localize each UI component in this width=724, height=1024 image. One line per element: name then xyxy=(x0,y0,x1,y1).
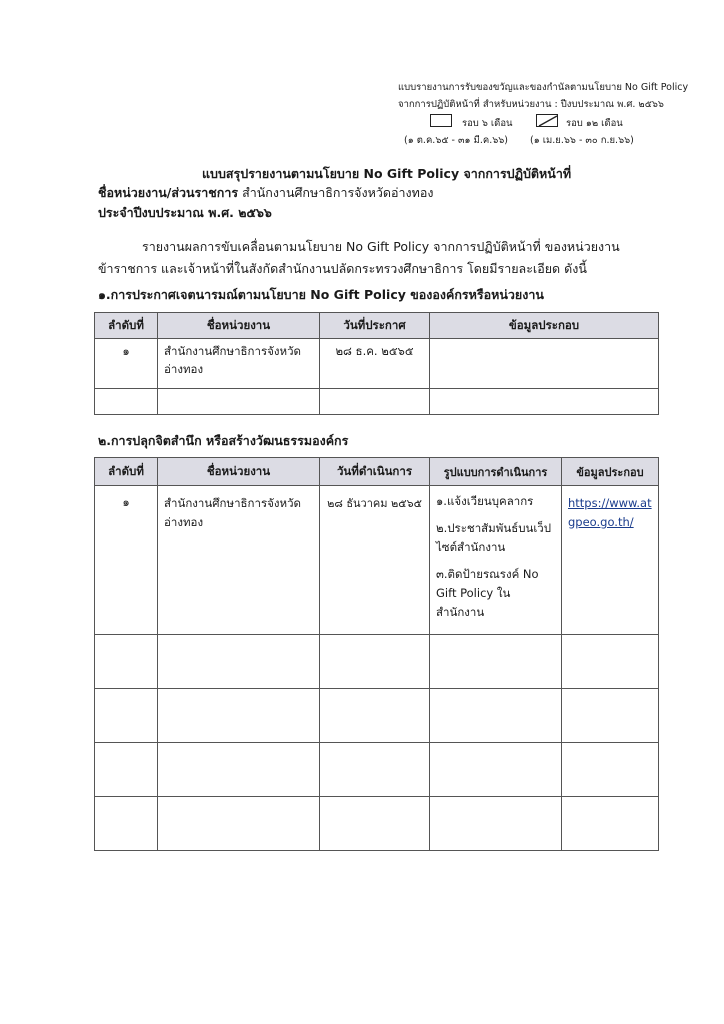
empty-cell xyxy=(95,743,158,797)
section1-heading: ๑.การประกาศเจตนารมณ์ตามนโยบาย No Gift Policy ขององค์กรหรือหน่วยงาน xyxy=(98,287,544,302)
col-no: ลำดับที่ xyxy=(95,313,158,339)
empty-cell xyxy=(320,743,430,797)
row-methods xyxy=(430,486,562,635)
table-header-row xyxy=(95,313,659,339)
empty-cell xyxy=(562,635,659,689)
col-no: ลำดับที่ xyxy=(95,458,158,486)
table-row xyxy=(95,389,659,415)
table-row xyxy=(95,743,659,797)
report-form-title: แบบรายงานการรับของขวัญและของกำนัลตามนโยบาย No Gift Policy xyxy=(398,82,689,93)
agency-label: ชื่อหน่วยงาน/ส่วนราชการ xyxy=(98,185,239,200)
row-no: ๑ xyxy=(95,486,158,635)
section2-table xyxy=(94,457,659,851)
col-agency: ชื่อหน่วยงาน xyxy=(158,313,320,339)
option-12-month-checkbox[interactable] xyxy=(536,114,558,127)
option-6-month-range: (๑ ต.ค.๖๕ - ๓๑ มี.ค.๖๖) xyxy=(404,135,508,146)
row-info xyxy=(430,339,659,389)
table-row xyxy=(95,689,659,743)
agency-row xyxy=(98,183,433,203)
empty-cell xyxy=(320,797,430,851)
section2-heading: ๒.การปลุกจิตสำนึก หรือสร้างวัฒนธรรมองค์กร xyxy=(98,433,349,448)
intro-line-1: รายงานผลการขับเคลื่อนตามนโยบาย No Gift Policy จากการปฏิบัติหน้าที่ ของหน่วยงาน xyxy=(142,239,620,254)
empty-cell xyxy=(430,689,562,743)
empty-cell xyxy=(95,689,158,743)
col-method: รูปแบบการดำเนินการ xyxy=(430,458,562,486)
table-row xyxy=(95,797,659,851)
website-link[interactable]: https://www.atgpeo.go.th/ xyxy=(568,496,652,529)
empty-cell xyxy=(562,797,659,851)
empty-cell xyxy=(562,689,659,743)
agency-value: สำนักงานศึกษาธิการจังหวัดอ่างทอง xyxy=(242,185,434,200)
option-12-month-label: รอบ ๑๒ เดือน xyxy=(566,118,623,129)
col-agency: ชื่อหน่วยงาน xyxy=(158,458,320,486)
empty-cell xyxy=(158,689,320,743)
method-item: ๓.ติดป้ายรณรงค์ No Gift Policy ในสำนักงาน xyxy=(436,567,539,619)
method-item: ๒.ประชาสัมพันธ์บนเว็ปไซต์สำนักงาน xyxy=(436,521,552,554)
section1-table xyxy=(94,312,659,415)
page-title: แบบสรุปรายงานตามนโยบาย No Gift Policy จากการปฏิบัติหน้าที่ xyxy=(202,166,572,181)
empty-cell xyxy=(430,797,562,851)
empty-cell xyxy=(158,797,320,851)
empty-cell xyxy=(158,635,320,689)
empty-cell xyxy=(320,389,430,415)
row-agency: สำนักงานศึกษาธิการจังหวัดอ่างทอง xyxy=(158,339,320,389)
empty-cell xyxy=(158,743,320,797)
col-info: ข้อมูลประกอบ xyxy=(430,313,659,339)
table-row xyxy=(95,635,659,689)
empty-cell xyxy=(95,797,158,851)
empty-cell xyxy=(320,689,430,743)
empty-cell xyxy=(95,635,158,689)
table-header-row xyxy=(95,458,659,486)
table-row xyxy=(95,486,659,635)
table-row xyxy=(95,339,659,389)
option-12-month-range: (๑ เม.ย.๖๖ - ๓๐ ก.ย.๖๖) xyxy=(530,135,634,146)
fiscal-year: ประจำปีงบประมาณ พ.ศ. ๒๕๖๖ xyxy=(98,205,272,220)
report-form-subtitle: จากการปฏิบัติหน้าที่ สำหรับหน่วยงาน : ปีงบประมาณ พ.ศ. ๒๕๖๖ xyxy=(398,99,664,110)
col-date: วันที่ดำเนินการ xyxy=(320,458,430,486)
row-no: ๑ xyxy=(95,339,158,389)
check-slash-icon xyxy=(537,115,559,128)
intro-line-2: ข้าราชการ และเจ้าหน้าที่ในสังกัดสำนักงานปลัดกระทรวงศึกษาธิการ โดยมีรายละเอียด ดังนี้ xyxy=(98,261,587,276)
row-date: ๒๘ ธันวาคม ๒๕๖๕ xyxy=(320,486,430,635)
col-info: ข้อมูลประกอบ xyxy=(562,458,659,486)
empty-cell xyxy=(158,389,320,415)
row-date: ๒๘ ธ.ค. ๒๕๖๕ xyxy=(320,339,430,389)
method-item: ๑.แจ้งเวียนบุคลากร xyxy=(436,494,534,508)
empty-cell xyxy=(430,743,562,797)
col-date: วันที่ประกาศ xyxy=(320,313,430,339)
row-info xyxy=(562,486,659,635)
empty-cell xyxy=(430,635,562,689)
empty-cell xyxy=(95,389,158,415)
row-agency: สำนักงานศึกษาธิการจังหวัดอ่างทอง xyxy=(158,486,320,635)
empty-cell xyxy=(562,743,659,797)
empty-cell xyxy=(320,635,430,689)
empty-cell xyxy=(430,389,659,415)
option-6-month-label: รอบ ๖ เดือน xyxy=(462,118,513,129)
option-6-month-checkbox[interactable] xyxy=(430,114,452,127)
